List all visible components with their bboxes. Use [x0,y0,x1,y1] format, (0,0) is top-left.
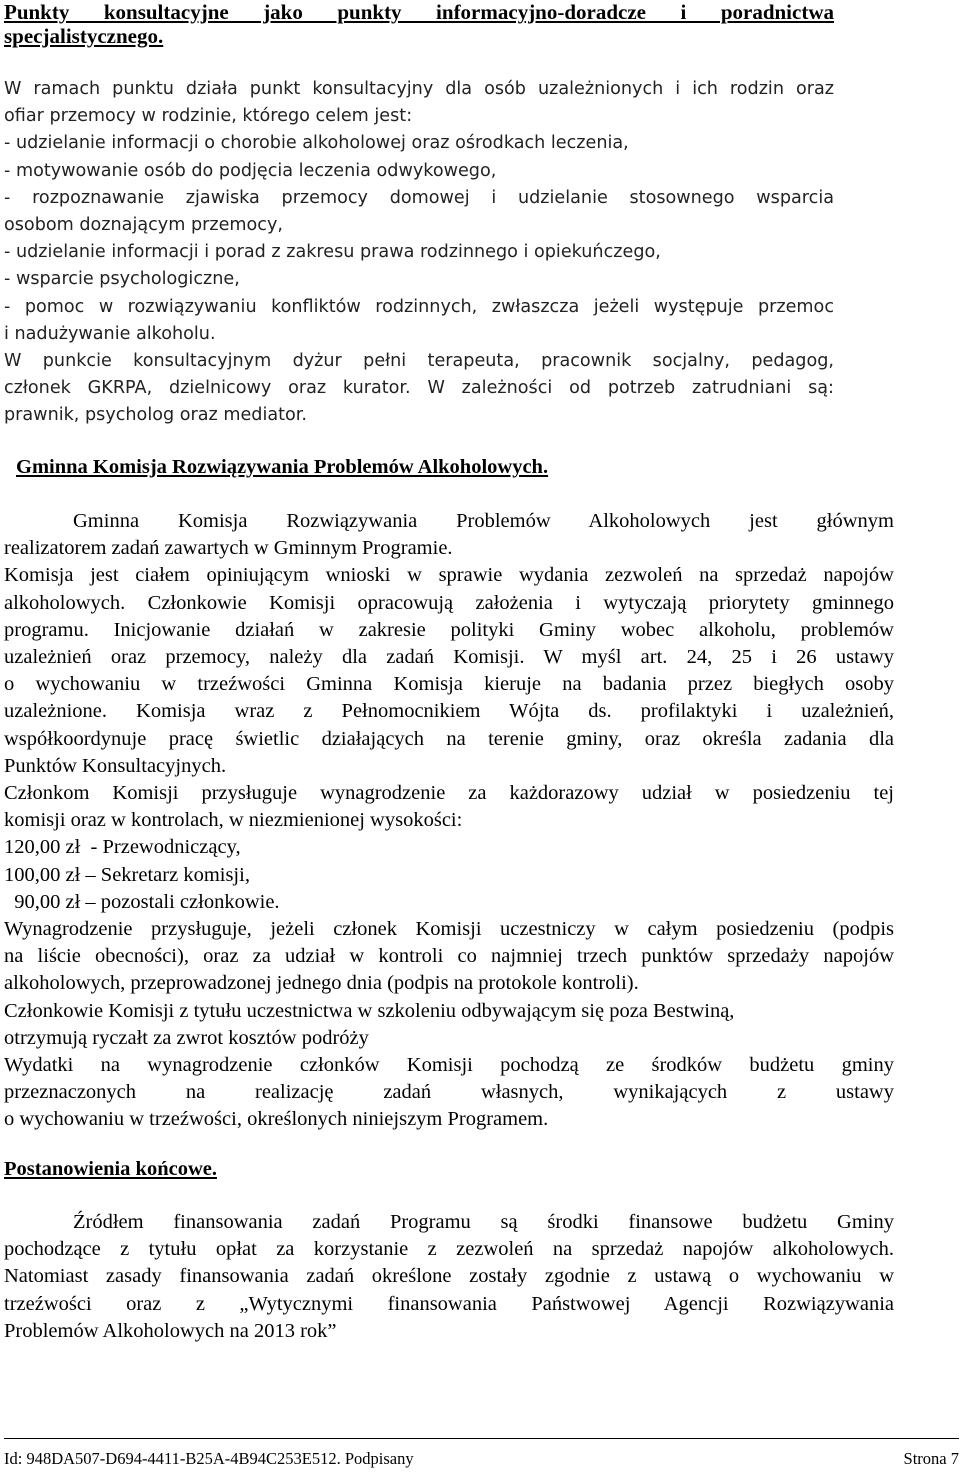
paragraph-line: Źródłem finansowania zadań Programu są środki finansowe budżetu Gminy [73,1211,894,1233]
paragraph-line: przeznaczonych na realizację zadań własnych, wynikających z ustawy [4,1081,894,1104]
paragraph-line: o wychowaniu w trzeźwości Gminna Komisja kieruje na badania przez biegłych osoby [4,673,894,696]
paragraph-line: uzależnione. Komisja wraz z Pełnomocnikiem Wójta ds. profilaktyki i uzależnień, [4,700,894,723]
paragraph-line: Komisja jest ciałem opiniującym wnioski w sprawie wydania zezwoleń na sprzedaż napojów [4,564,894,587]
list-item: - udzielanie informacji i porad z zakresu prawa rodzinnego i opiekuńczego, [4,242,661,263]
paragraph-line: komisji oraz w kontrolach, w niezmienionej wysokości: [4,809,463,832]
page-number: Strona 7 [903,1449,959,1468]
amount-line: 100,00 zł – Sekretarz komisji, [4,863,250,886]
document-id: Id: 948DA507-D694-4411-B25A-4B94C253E512. Podpisany [4,1449,414,1468]
paragraph-line: pochodzące z tytułu opłat za korzystanie z zezwoleń na sprzedaż napojów alkoholowych. [4,1238,894,1261]
paragraph-line: ofiar przemocy w rodzinie, którego celem jest: [4,106,413,127]
list-item: osobom doznającym przemocy, [4,215,283,236]
amount-line: 90,00 zł – pozostali członkowie. [4,890,280,913]
page-footer [4,1438,959,1469]
paragraph-line: Członkom Komisji przysługuje wynagrodzenie za każdorazowy udział w posiedzeniu tej [4,782,894,805]
paragraph-line: programu. Inicjowanie działań w zakresie polityki Gminy wobec alkoholu, problemów [4,618,894,641]
list-item: - pomoc w rozwiązywaniu konfliktów rodzinnych, zwłaszcza jeżeli występuje przemoc [4,296,834,317]
paragraph-line: W ramach punktu działa punkt konsultacyjny dla osób uzależnionych i ich rodzin oraz [4,79,834,99]
paragraph-line: alkoholowych. Członkowie Komisji opracowują założenia i wytyczają priorytety gminnego [4,591,894,614]
commission-body [4,508,894,1134]
paragraph-line: Członkowie Komisji z tytułu uczestnictwa w szkoleniu odbywającym się poza Bestwiną, [4,999,735,1022]
list-item: - motywowanie osób do podjęcia leczenia odwykowego, [4,160,497,181]
paragraph-line: trzeźwości oraz z „Wytycznymi finansowania Państwowej Agencji Rozwiązywania [4,1292,894,1315]
commission-title: Gminna Komisja Rozwiązywania Problemów Alkoholowych. [16,456,549,478]
consultation-section [4,76,834,430]
list-item: i nadużywanie alkoholu. [4,323,216,344]
paragraph-line: Natomiast zasady finansowania zadań określone zostały zgodnie z ustawą o wychowaniu w [4,1265,894,1288]
paragraph-line: Punktów Konsultacyjnych. [4,754,227,777]
paragraph-line: Problemów Alkoholowych na 2013 rok” [4,1319,337,1342]
commission-section [4,454,894,481]
staff-line: członek GKRPA, dzielnicowy oraz kurator. W zależności od potrzeb zatrudniani są: [4,378,834,399]
header-line-1: Punkty konsultacyjne jako punkty informacyjno-doradcze i poradnictwa [4,0,834,24]
paragraph-line: Wydatki na wynagrodzenie członków Komisji pochodzą ze środków budżetu gminy [4,1054,894,1077]
paragraph-line: na liście obecności), oraz za udział w kontroli co najmniej trzech punktów sprzedaży napojów [4,945,894,968]
paragraph-line: Gminna Komisja Rozwiązywania Problemów Alkoholowych jest głównym [73,510,894,532]
final-provisions-section [4,1156,894,1183]
final-provisions-body [4,1209,894,1345]
list-item: - udzielanie informacji o chorobie alkoholowej oraz ośrodkach leczenia, [4,133,629,154]
paragraph-line: otrzymują ryczałt za zwrot kosztów podróży [4,1026,369,1049]
final-provisions-title: Postanowienia końcowe. [4,1158,217,1180]
amount-line: 120,00 zł - Przewodniczący, [4,836,241,859]
paragraph-line: realizatorem zadań zawartych w Gminnym Programie. [4,537,453,560]
paragraph-line: współkoordynuje pracę świetlic działających na terenie gminy, oraz określa zadania dla [4,727,894,750]
section-header [4,0,834,48]
list-item: - rozpoznawanie zjawiska przemocy domowej i udzielanie stosownego wsparcia [4,187,834,208]
paragraph-line: Wynagrodzenie przysługuje, jeżeli członek Komisji uczestniczy w całym posiedzeniu (podpis [4,918,894,941]
header-line-2: specjalistycznego. [4,24,164,48]
paragraph-line: alkoholowych, przeprowadzonej jednego dnia (podpis na protokole kontroli). [4,972,639,995]
staff-line: W punkcie konsultacyjnym dyżur pełni terapeuta, pracownik socjalny, pedagog, [4,351,834,372]
paragraph-line: uzależnień oraz przemocy, należy dla zadań Komisji. W myśl art. 24, 25 i 26 ustawy [4,646,894,669]
staff-line: prawnik, psycholog oraz mediator. [4,405,308,426]
list-item: - wsparcie psychologiczne, [4,269,240,290]
paragraph-line: o wychowaniu w trzeźwości, określonych niniejszym Programem. [4,1108,549,1131]
